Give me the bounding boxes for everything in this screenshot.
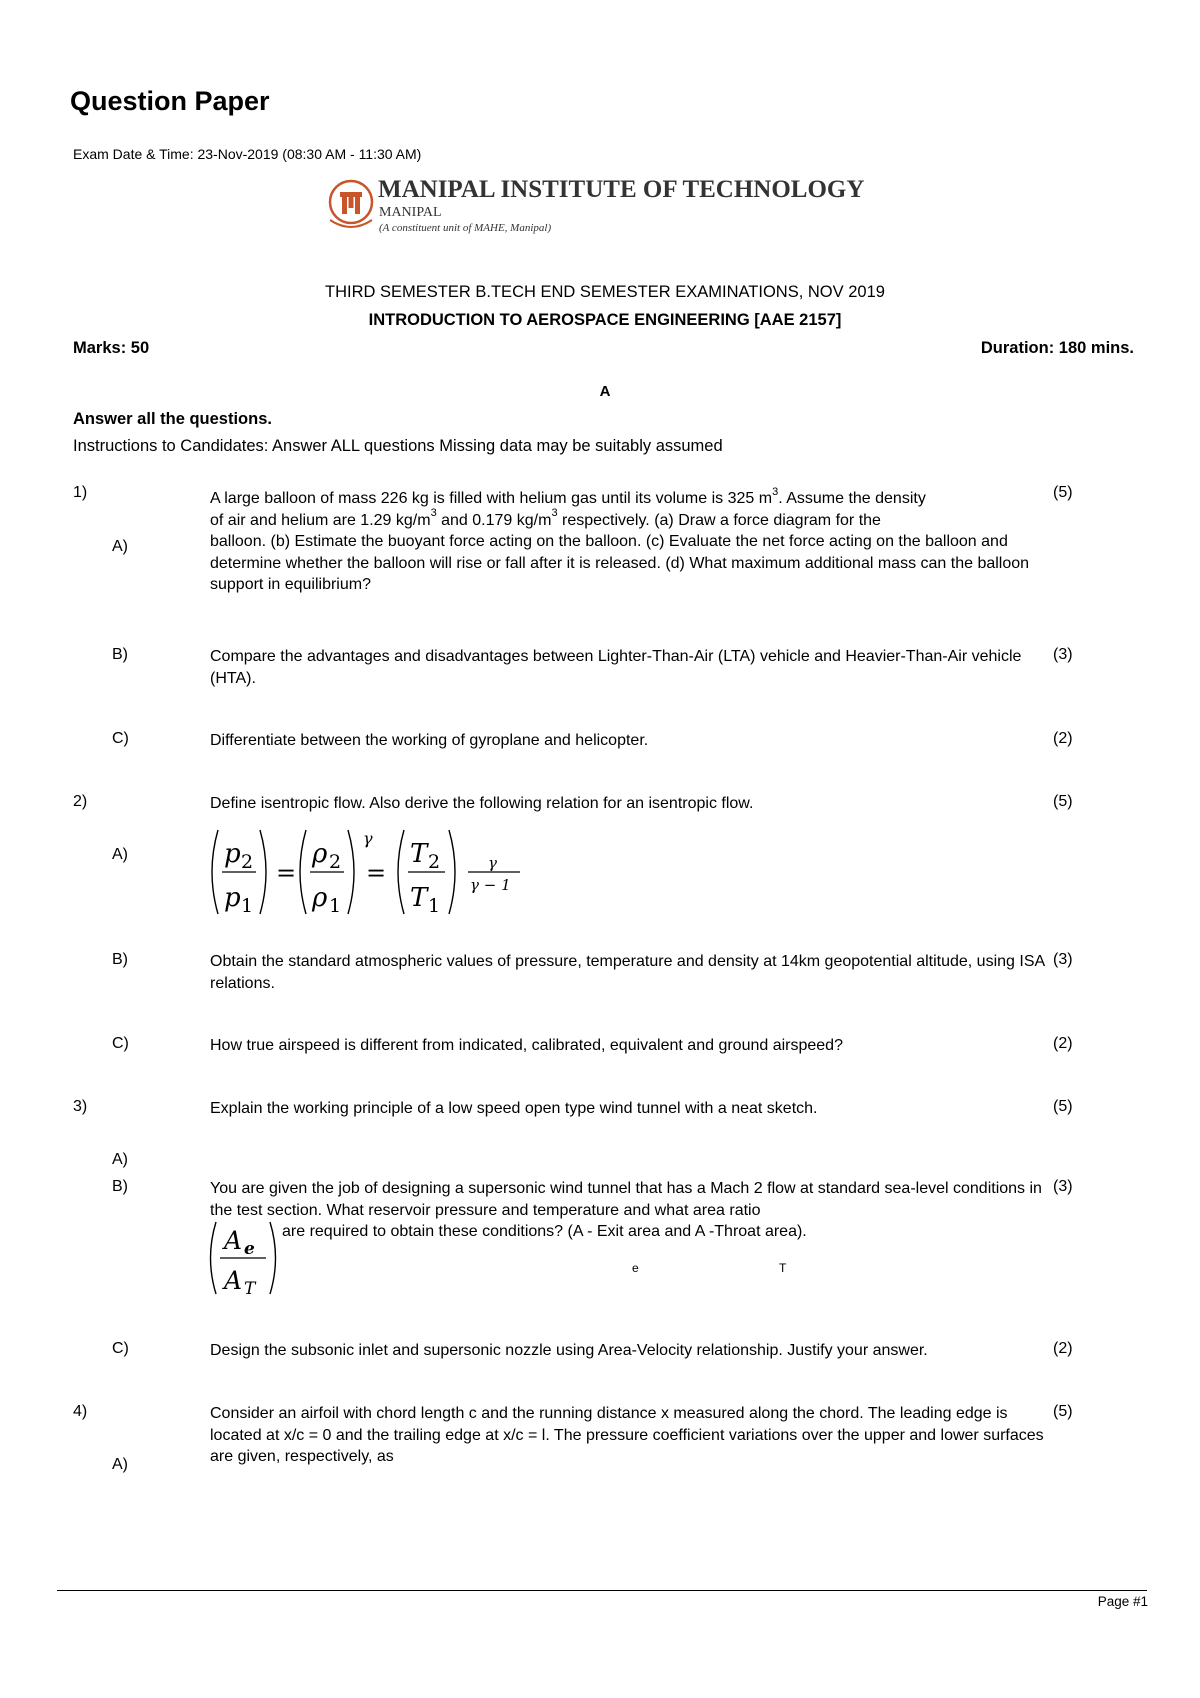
exam-duration: Duration: 180 mins.	[980, 339, 1134, 357]
question-3b-text: You are given the job of designing a supersonic wind tunnel that has a Mach 2 flow at standard sea-level conditions in the test section. What reservoir pressure and temperature and what area ratio	[210, 1180, 1042, 1219]
footer-divider	[57, 1590, 1147, 1591]
question-number-3: 3)	[73, 1098, 88, 1115]
semester-line: THIRD SEMESTER B.TECH END SEMESTER EXAMINATIONS, NOV 2019	[325, 283, 885, 301]
marks-2c: (2)	[1053, 1035, 1073, 1052]
svg-text:γ: γ	[363, 829, 373, 848]
instructions: Instructions to Candidates: Answer ALL questions Missing data may be suitably assumed	[73, 437, 723, 455]
svg-text:2: 2	[428, 851, 441, 873]
svg-text:A: A	[224, 1226, 243, 1255]
question-number-4: 4)	[73, 1403, 88, 1420]
section-label: A	[599, 383, 611, 400]
exit-area-subscript: e	[632, 1261, 639, 1275]
marks-1c: (2)	[1053, 730, 1073, 747]
svg-text:A: A	[224, 1266, 243, 1295]
institute-logo	[322, 176, 892, 238]
question-1c-text: Differentiate between the working of gyroplane and helicopter.	[210, 732, 649, 749]
throat-area-subscript: T	[779, 1261, 787, 1275]
svg-text:ρ: ρ	[312, 883, 328, 913]
marks-3a: (5)	[1053, 1098, 1073, 1115]
marks-1b: (3)	[1053, 646, 1073, 663]
svg-text:ρ: ρ	[312, 839, 328, 869]
svg-text:T: T	[410, 883, 428, 913]
question-2c-text: How true airspeed is different from indicated, calibrated, equivalent and ground airspeed?	[210, 1037, 843, 1054]
svg-text:γ: γ	[488, 854, 497, 872]
question-3c-text: Design the subsonic inlet and supersonic nozzle using Area-Velocity relationship. Justify your answer.	[210, 1342, 928, 1359]
question-1b-text: Compare the advantages and disadvantages between Lighter-Than-Air (LTA) vehicle and Heavier-Than-Air vehicle (HTA).	[210, 648, 1022, 687]
page-number: Page #1	[1097, 1594, 1148, 1609]
question-2b-text: Obtain the standard atmospheric values of pressure, temperature and density at 14km geopotential altitude, using ISA relations.	[210, 953, 1045, 992]
svg-text:p: p	[224, 883, 241, 913]
svg-text:=: =	[276, 859, 297, 887]
total-marks: Marks: 50	[73, 339, 150, 357]
svg-text:1: 1	[329, 895, 342, 917]
svg-text:T: T	[410, 839, 428, 869]
area-ratio-formula	[206, 1218, 282, 1303]
svg-text:1: 1	[428, 895, 441, 917]
question-3b-text-continued: are required to obtain these conditions? (A - Exit area and A -Throat area).	[282, 1223, 807, 1240]
question-number-1: 1)	[73, 484, 88, 501]
answer-all-heading: Answer all the questions.	[73, 410, 272, 428]
part-label-4a: A)	[112, 1456, 128, 1473]
question-number-2: 2)	[73, 793, 88, 810]
question-4a-text: Consider an airfoil with chord length c and the running distance x measured along the chord. The leading edge is located at x/c = 0 and the trailing edge at x/c = l. The pressure coefficient variations over the upper and lower surfaces are given, respectively, as	[210, 1405, 1044, 1465]
marks-3b: (3)	[1053, 1178, 1073, 1195]
marks-4a: (5)	[1053, 1403, 1073, 1420]
svg-text:=: =	[366, 859, 387, 887]
svg-text:p: p	[224, 839, 241, 869]
svg-text:T: T	[244, 1279, 256, 1298]
question-1a-text: A large balloon of mass 226 kg is filled with helium gas until its volume is 325 $m^3$. Assume the density of air and helium are 1.29 $kg/m^3$ and 0.179 $kg/m^3$ respectively. (a) Draw a force diagram for the balloon. (b) Estimate the buoyant force acting on the balloon. (c) Evaluate the net force acting on the balloon and determine whether the balloon will rise or fall after it is released. (d) What maximum additional mass can the balloon support in equilibrium?	[210, 485, 1030, 593]
part-label-3c: C)	[112, 1340, 129, 1357]
marks-2a: (5)	[1053, 793, 1073, 810]
course-line: INTRODUCTION TO AEROSPACE ENGINEERING [AAE 2157]	[368, 311, 842, 329]
svg-text:e: e	[244, 1239, 255, 1259]
part-label-3a: A)	[112, 1151, 128, 1168]
exam-date-time: Exam Date & Time: 23-Nov-2019 (08:30 AM - 11:30 AM)	[73, 146, 422, 162]
logo-institute-name: MANIPAL INSTITUTE OF TECHNOLOGY	[378, 176, 865, 203]
part-label-1c: C)	[112, 730, 129, 747]
part-label-3b: B)	[112, 1178, 128, 1195]
marks-1a: (5)	[1053, 484, 1073, 501]
part-label-1b: B)	[112, 646, 128, 663]
marks-3c: (2)	[1053, 1340, 1073, 1357]
part-label-1a: A)	[112, 538, 128, 555]
svg-text:γ − 1: γ − 1	[470, 876, 511, 894]
part-label-2b: B)	[112, 951, 128, 968]
svg-text:2: 2	[241, 851, 254, 873]
logo-city: MANIPAL	[379, 205, 442, 220]
question-3a-text: Explain the working principle of a low speed open type wind tunnel with a neat sketch.	[210, 1100, 818, 1117]
marks-2b: (3)	[1053, 951, 1073, 968]
page-title: Question Paper	[70, 86, 270, 116]
part-label-2a: A)	[112, 846, 128, 863]
isentropic-relation-formula	[206, 826, 536, 923]
svg-text:2: 2	[329, 851, 342, 873]
question-2a-text: Define isentropic flow. Also derive the following relation for an isentropic flow.	[210, 795, 754, 812]
svg-text:1: 1	[241, 895, 254, 917]
part-label-2c: C)	[112, 1035, 129, 1052]
logo-tagline: (A constituent unit of MAHE, Manipal)	[379, 222, 552, 234]
